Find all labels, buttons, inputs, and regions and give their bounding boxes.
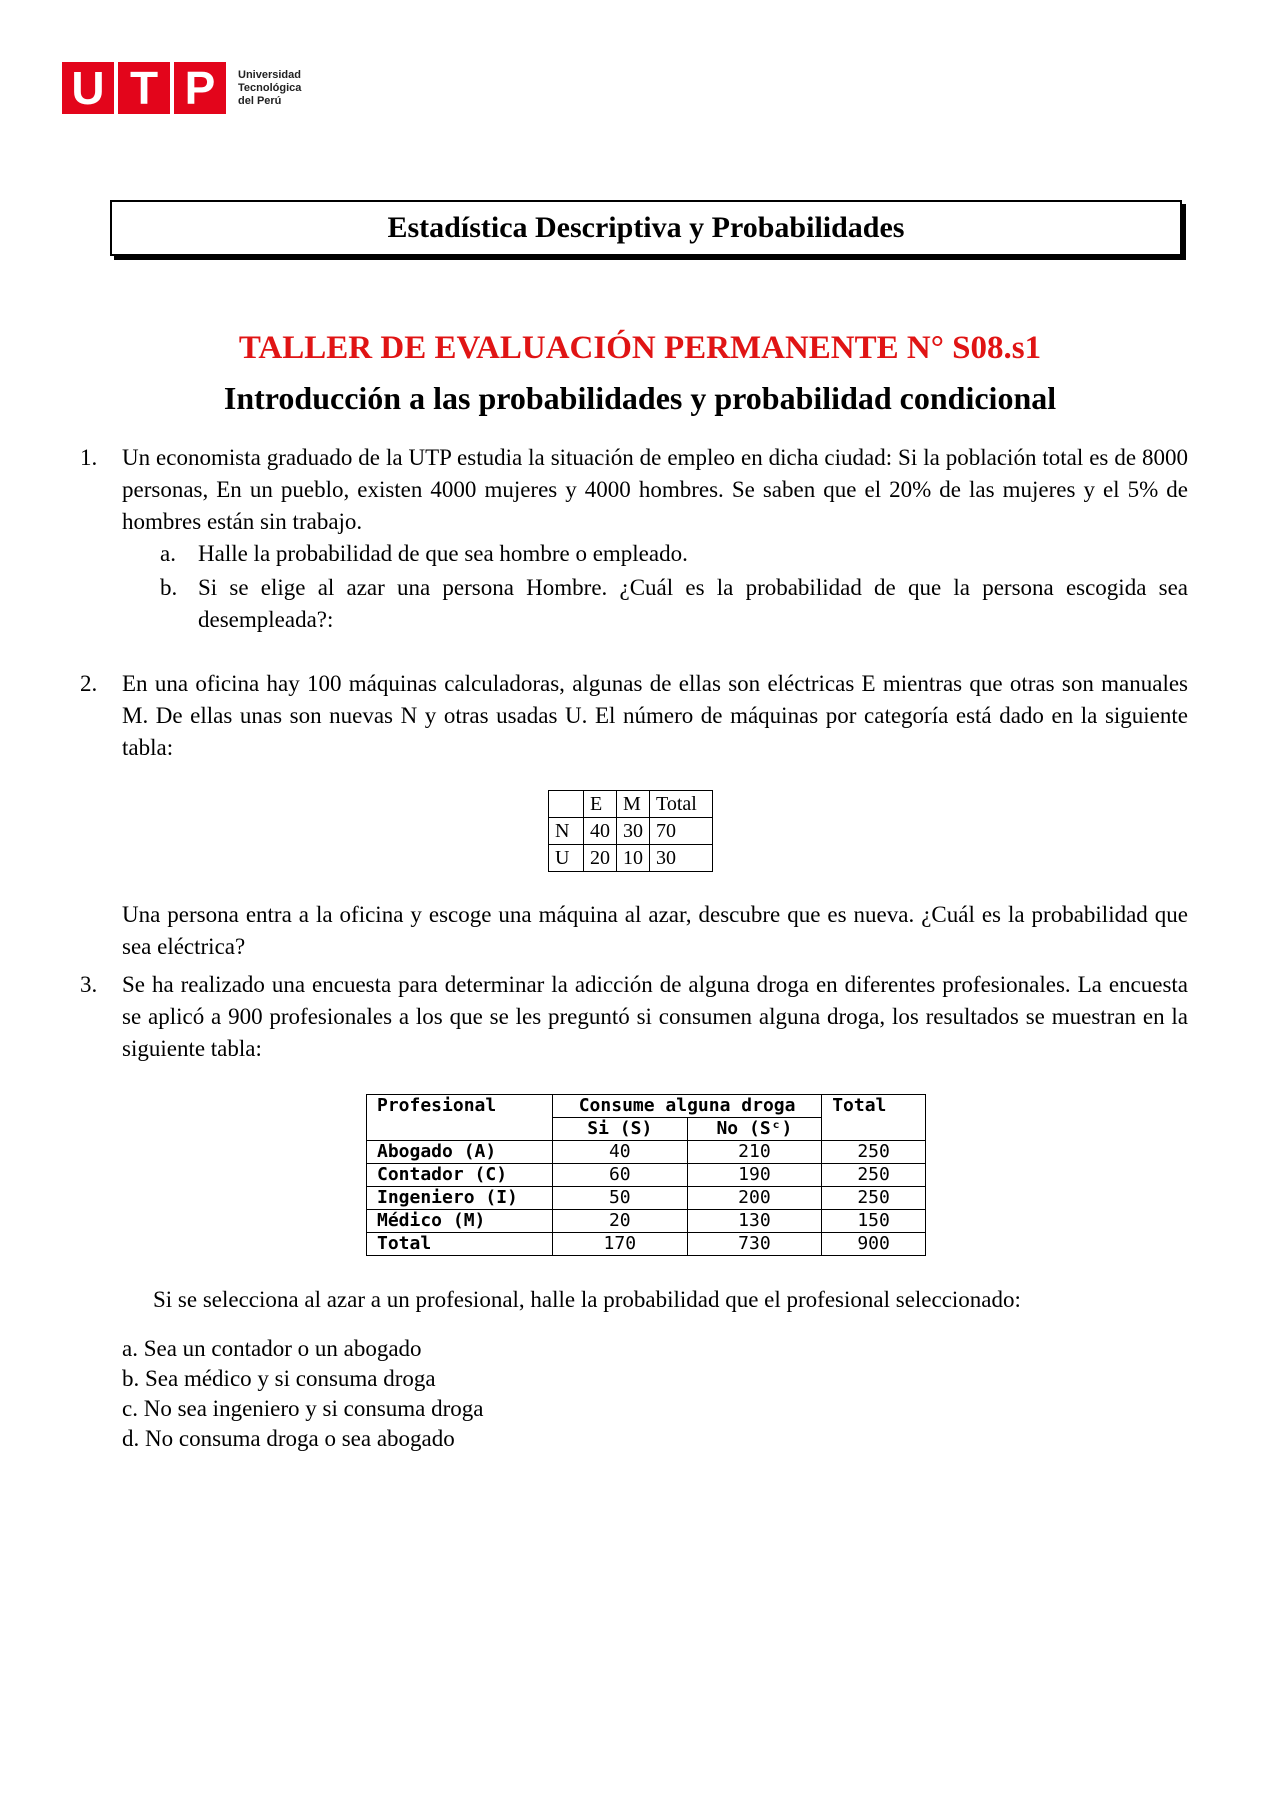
table-cell: 730 (687, 1233, 822, 1256)
q1-b-label: b. (160, 575, 178, 600)
table-cell: 20 (552, 1210, 687, 1233)
table-header-row (367, 1095, 926, 1118)
table-row (549, 845, 713, 872)
list-item: a. Sea un contador o un abogado (122, 1336, 422, 1361)
table-cell: Médico (M) (367, 1210, 553, 1233)
q2-number: 2. (80, 671, 98, 696)
logo-letter-t: T (118, 62, 174, 114)
table-cell: 210 (687, 1141, 822, 1164)
table-cell: 50 (552, 1187, 687, 1210)
table-cell: N (549, 818, 584, 845)
table-cell (367, 1118, 553, 1141)
table-header-si: Si (S) (552, 1118, 687, 1141)
machines-table (548, 790, 713, 872)
logo-line-2: Tecnológica (238, 81, 302, 94)
course-title: Estadística Descriptiva y Probabilidades (110, 200, 1182, 256)
table-row (367, 1164, 926, 1187)
table-row (367, 1210, 926, 1233)
table-cell: 250 (822, 1141, 926, 1164)
table-header-consume: Consume alguna droga (552, 1095, 821, 1118)
list-item: b. Sea médico y si consuma droga (122, 1366, 436, 1391)
table-row (549, 818, 713, 845)
drug-survey-table (366, 1094, 926, 1256)
logo-line-1: Universidad (238, 68, 301, 81)
table-header-row (549, 791, 713, 818)
utp-logo-mark (62, 62, 226, 114)
q2-text: En una oficina hay 100 máquinas calculadoras, algunas de ellas son eléctricas E mientras que otras son manuales M. De ellas unas son nuevas N y otras usadas U. El número de máquinas por categoría está dado en la siguiente tabla: (122, 671, 1188, 760)
table-cell: Total (650, 791, 713, 818)
table-cell: 20 (584, 845, 617, 872)
q3-text: Se ha realizado una encuesta para determinar la adicción de alguna droga en diferentes profesionales. La encuesta se aplicó a 900 profesionales a los que se les preguntó si consumen alguna droga, los resultados se muestran en la siguiente tabla: (122, 972, 1188, 1061)
table-row (367, 1233, 926, 1256)
table-cell: 130 (687, 1210, 822, 1233)
table-row (367, 1187, 926, 1210)
table-cell: 30 (617, 818, 650, 845)
table-cell: 170 (552, 1233, 687, 1256)
taller-title: TALLER DE EVALUACIÓN PERMANENTE N° S08.s1 (238, 330, 1042, 366)
logo-letter-p: P (184, 62, 216, 114)
table-cell: 60 (552, 1164, 687, 1187)
utp-logo (62, 62, 301, 114)
table-cell: 150 (822, 1210, 926, 1233)
q1-number: 1. (80, 445, 98, 470)
table-cell: Abogado (A) (367, 1141, 553, 1164)
table-header-no: No (Sᶜ) (687, 1118, 822, 1141)
table-cell: 10 (617, 845, 650, 872)
logo-wordmark (238, 69, 301, 108)
table-cell: 30 (650, 845, 713, 872)
q3-prompt: Si se selecciona al azar a un profesional, halle la probabilidad que el profesional seleccionado: (153, 1287, 1021, 1312)
table-cell: E (584, 791, 617, 818)
logo-line-3: del Perú (238, 94, 282, 107)
table-cell: Total (367, 1233, 553, 1256)
table-cell: Ingeniero (I) (367, 1187, 553, 1210)
table-cell: 250 (822, 1187, 926, 1210)
table-cell: 250 (822, 1164, 926, 1187)
table-cell: 900 (822, 1233, 926, 1256)
page-subtitle: Introducción a las probabilidades y probabilidad condicional (223, 380, 1057, 416)
list-item: c. No sea ingeniero y si consuma droga (122, 1396, 484, 1421)
table-cell: U (549, 845, 584, 872)
table-cell: 40 (584, 818, 617, 845)
list-item: d. No consuma droga o sea abogado (122, 1426, 455, 1451)
table-cell (549, 791, 584, 818)
table-cell: 200 (687, 1187, 822, 1210)
q1-b-text: Si se elige al azar una persona Hombre. ¿Cuál es la probabilidad de que la persona escogida sea desempleada?: (198, 575, 1188, 632)
table-cell: 70 (650, 818, 713, 845)
table-row (367, 1141, 926, 1164)
table-subheader-row (367, 1118, 926, 1141)
table-cell: 190 (687, 1164, 822, 1187)
q1-text: Un economista graduado de la UTP estudia la situación de empleo en dicha ciudad: Si la población total es de 8000 personas, En un pueblo, existen 4000 mujeres y 4000 hombres. Se saben que el 20% de las mujeres y el 5% de hombres están sin trabajo. (122, 445, 1188, 534)
table-header-profesional: Profesional (367, 1095, 553, 1118)
q1-a-text: Halle la probabilidad de que sea hombre o empleado. (198, 541, 688, 566)
table-cell (822, 1118, 926, 1141)
table-cell: 40 (552, 1141, 687, 1164)
table-cell: M (617, 791, 650, 818)
q2-followup: Una persona entra a la oficina y escoge una máquina al azar, descubre que es nueva. ¿Cuál es la probabilidad que sea eléctrica? (122, 902, 1188, 959)
table-header-total: Total (822, 1095, 926, 1118)
q1-a-label: a. (160, 541, 176, 566)
logo-letter-u: U (62, 62, 118, 114)
table-cell: Contador (C) (367, 1164, 553, 1187)
q3-number: 3. (80, 972, 98, 997)
